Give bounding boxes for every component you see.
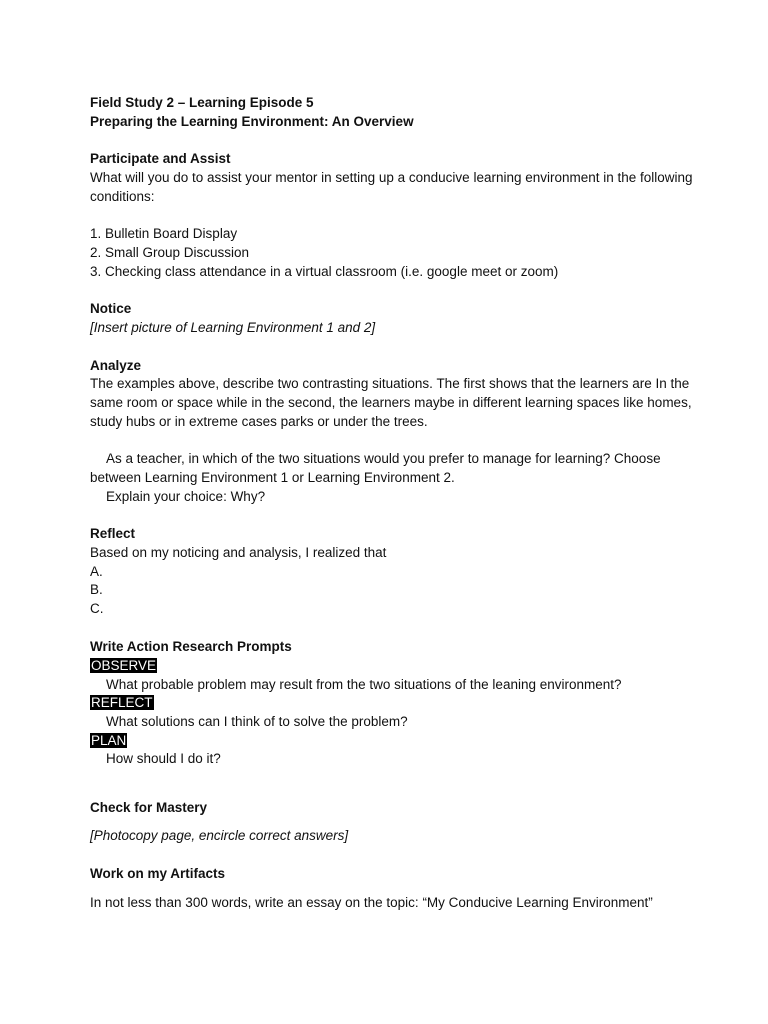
analyze-question-line: As a teacher, in which of the two situations would you prefer to manage for learning? Choose [106,451,661,466]
notice-heading: Notice [90,301,132,316]
analyze-text-line: The examples above, describe two contrasting situations. The first shows that the learners are In the [90,376,690,391]
analyze-question-line: Explain your choice: Why? [106,489,266,504]
reflect-intro: Based on my noticing and analysis, I realized that [90,545,387,560]
participate-text-line: What will you do to assist your mentor in setting up a conducive learning environment in the following [90,170,693,185]
plan-tag-line [90,731,678,750]
condition-item: 3. Checking class attendance in a virtual classroom (i.e. google meet or zoom) [90,264,559,279]
condition-item: 2. Small Group Discussion [90,245,250,260]
reflect-item: A. [90,564,103,579]
observe-tag-line [90,656,678,675]
plan-tag: PLAN [91,733,127,748]
analyze-question-line: between Learning Environment 1 or Learning Environment 2. [90,470,455,485]
reflect-tag: REFLECT [91,695,153,710]
reflect-item: B. [90,582,103,597]
document-title: Field Study 2 – Learning Episode 5 [90,95,314,110]
analyze-text-line: study hubs or in extreme cases parks or under the trees. [90,414,428,429]
plan-prompt: How should I do it? [106,751,221,766]
artifacts-heading: Work on my Artifacts [90,866,226,881]
notice-placeholder: [Insert picture of Learning Environment 1 and 2] [90,320,376,335]
participate-text-line: conditions: [90,189,155,204]
observe-tag: OBSERVE [91,658,157,673]
reflect-heading: Reflect [90,526,136,541]
reflect-prompt: What solutions can I think of to solve the problem? [106,714,408,729]
condition-item: 1. Bulletin Board Display [90,226,238,241]
analyze-text-line: same room or space while in the second, the learners maybe in different learning spaces like homes, [90,395,692,410]
mastery-heading: Check for Mastery [90,800,208,815]
artifacts-instruction: In not less than 300 words, write an essay on the topic: “My Conducive Learning Environment” [90,895,653,910]
analyze-heading: Analyze [90,358,142,373]
action-research-heading: Write Action Research Prompts [90,639,292,654]
participate-heading: Participate and Assist [90,151,231,166]
document-subtitle: Preparing the Learning Environment: An Overview [90,114,414,129]
mastery-instruction: [Photocopy page, encircle correct answers] [90,828,349,843]
reflect-tag-line [90,693,678,712]
observe-prompt: What probable problem may result from the two situations of the leaning environment? [106,677,622,692]
reflect-item: C. [90,601,104,616]
